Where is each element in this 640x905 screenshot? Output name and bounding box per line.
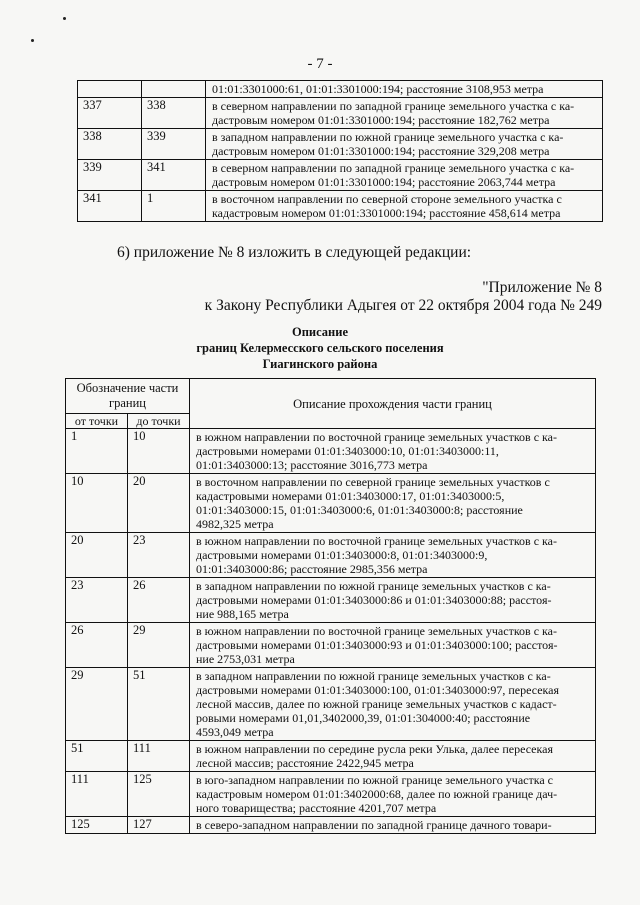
description-line: в западном направлении по южной границе земельных участков с ка- — [196, 669, 551, 683]
to-point-cell: 339 — [142, 129, 206, 160]
description-cell — [206, 160, 603, 191]
from-point-cell: 341 — [78, 191, 142, 222]
from-point-cell: 339 — [78, 160, 142, 191]
table-row — [66, 474, 596, 533]
description-cell — [206, 129, 603, 160]
to-point-cell: 125 — [128, 772, 190, 817]
from-point-cell: 125 — [66, 817, 128, 834]
boundary-description-table — [65, 378, 596, 834]
from-point-cell: 20 — [66, 533, 128, 578]
table-row — [66, 772, 596, 817]
description-line: ного товарищества; расстояние 4201,707 метра — [196, 801, 437, 815]
description-line: кадастровым номером 01:01:3301000:194; расстояние 458,614 метра — [212, 206, 561, 220]
description-cell — [206, 98, 603, 129]
from-point-cell: 337 — [78, 98, 142, 129]
description-line: в северном направлении по западной границе земельного участка с ка- — [212, 161, 575, 175]
description-line: в западном направлении по южной границе земельного участка с ка- — [212, 130, 564, 144]
description-line: ние 988,165 метра — [196, 607, 289, 621]
description-cell — [190, 623, 596, 668]
description-line: дастровым номером 01:01:3301000:194; расстояние 182,762 метра — [212, 113, 550, 127]
description-line: дастровыми номерами 01:01:3403000:93 и 01:01:3403000:100; расстоя- — [196, 638, 558, 652]
description-line: в восточном направлении по северной стороне земельного участка с — [212, 192, 562, 206]
description-line: в южном направлении по середине русла реки Улька, далее пересекая — [196, 742, 553, 756]
table-row — [66, 623, 596, 668]
section-heading: Гиагинского района — [262, 357, 378, 371]
description-line: в южном направлении по восточной границе земельных участков с ка- — [196, 534, 558, 548]
page-number: - 7 - — [307, 56, 333, 72]
section-heading: Описание — [291, 325, 349, 339]
table-row — [78, 98, 603, 129]
table-row — [78, 129, 603, 160]
description-line: в северном направлении по западной границе земельного участка с ка- — [212, 99, 575, 113]
from-point-cell: 26 — [66, 623, 128, 668]
from-point-cell: 1 — [66, 429, 128, 474]
to-point-cell: 51 — [128, 668, 190, 741]
description-line: дастровыми номерами 01:01:3403000:8, 01:01:3403000:9, — [196, 548, 488, 562]
to-point-cell: 127 — [128, 817, 190, 834]
description-line: ровыми номерами 01,01,3402000,39, 01:01:304000:40; расстояние — [196, 711, 531, 725]
section-heading: границ Келермесского сельского поселения — [196, 341, 444, 355]
description-cell — [190, 668, 596, 741]
description-cell — [190, 817, 596, 834]
description-line: в южном направлении по восточной границе земельных участков с ка- — [196, 430, 558, 444]
from-point-cell: 23 — [66, 578, 128, 623]
from-point-cell — [78, 81, 142, 98]
appendix-law-reference: к Закону Республики Адыгея от 22 октября 2004 года № 249 — [204, 297, 602, 314]
to-point-cell: 20 — [128, 474, 190, 533]
description-line: в восточном направлении по северной границе земельных участков с — [196, 475, 550, 489]
description-line: дастровыми номерами 01:01:3403000:86 и 01:01:3403000:88; расстоя- — [196, 593, 552, 607]
header-from-point: от точки — [66, 414, 128, 429]
description-line: 01:01:3403000:15, 01:01:3403000:6, 01:01:3403000:8; расстояние — [196, 503, 523, 517]
to-point-cell: 338 — [142, 98, 206, 129]
to-point-cell — [142, 81, 206, 98]
from-point-cell: 338 — [78, 129, 142, 160]
description-line: дастровыми номерами 01:01:3403000:10, 01:01:3403000:11, — [196, 444, 499, 458]
to-point-cell: 23 — [128, 533, 190, 578]
description-line: ние 2753,031 метра — [196, 652, 295, 666]
from-point-cell: 29 — [66, 668, 128, 741]
description-cell — [190, 772, 596, 817]
description-line: в западном направлении по южной границе земельных участков с ка- — [196, 579, 551, 593]
from-point-cell: 51 — [66, 741, 128, 772]
description-line: дастровым номером 01:01:3301000:194; расстояние 329,208 метра — [212, 144, 550, 158]
description-line: дастровым номером 01:01:3301000:194; расстояние 2063,744 метра — [212, 175, 556, 189]
scan-dot — [63, 17, 66, 20]
description-cell — [190, 429, 596, 474]
table-row — [78, 191, 603, 222]
description-line: лесной массив, далее по южной границе земельных участков с кадаст- — [196, 697, 557, 711]
description-cell: 01:01:3301000:61, 01:01:3301000:194; расстояние 3108,953 метра — [206, 81, 603, 98]
header-boundary-part: Обозначение части границ — [66, 379, 190, 414]
table-row — [66, 668, 596, 741]
from-point-cell: 10 — [66, 474, 128, 533]
scan-dot — [31, 39, 34, 42]
table-row — [66, 741, 596, 772]
from-point-cell: 111 — [66, 772, 128, 817]
to-point-cell: 111 — [128, 741, 190, 772]
to-point-cell: 26 — [128, 578, 190, 623]
to-point-cell: 10 — [128, 429, 190, 474]
description-line: кадастровым номером 01:01:3402000:68, далее по южной границе дач- — [196, 787, 558, 801]
appendix-title: "Приложение № 8 — [482, 279, 602, 296]
to-point-cell: 1 — [142, 191, 206, 222]
description-line: 01:01:3403000:13; расстояние 3016,773 метра — [196, 458, 428, 472]
description-cell — [190, 474, 596, 533]
description-line: в северо-западном направлении по западной границе дачного товари- — [196, 818, 552, 832]
description-line: лесной массив; расстояние 2422,945 метра — [196, 756, 414, 770]
description-line: дастровыми номерами 01:01:3403000:100, 01:01:3403000:97, пересекая — [196, 683, 560, 697]
table-header-row — [66, 379, 596, 414]
table-row — [66, 533, 596, 578]
description-line: в юго-западном направлении по южной границе земельного участка с — [196, 773, 554, 787]
description-cell — [190, 741, 596, 772]
description-line: в южном направлении по восточной границе земельных участков с ка- — [196, 624, 558, 638]
to-point-cell: 29 — [128, 623, 190, 668]
description-line: 4593,049 метра — [196, 725, 274, 739]
top-boundary-table — [77, 80, 603, 222]
table-row — [78, 81, 603, 98]
description-cell — [190, 578, 596, 623]
table-row — [78, 160, 603, 191]
to-point-cell: 341 — [142, 160, 206, 191]
instruction-text: 6) приложение № 8 изложить в следующей редакции: — [117, 244, 472, 261]
table-row — [66, 817, 596, 834]
description-cell — [190, 533, 596, 578]
description-line: 4982,325 метра — [196, 517, 274, 531]
description-line: 01:01:3403000:86; расстояние 2985,356 метра — [196, 562, 428, 576]
header-description: Описание прохождения части границ — [190, 379, 596, 429]
header-to-point: до точки — [128, 414, 190, 429]
table-row — [66, 429, 596, 474]
description-cell — [206, 191, 603, 222]
description-line: кадастровыми номерами 01:01:3403000:17, 01:01:3403000:5, — [196, 489, 505, 503]
table-row — [66, 578, 596, 623]
